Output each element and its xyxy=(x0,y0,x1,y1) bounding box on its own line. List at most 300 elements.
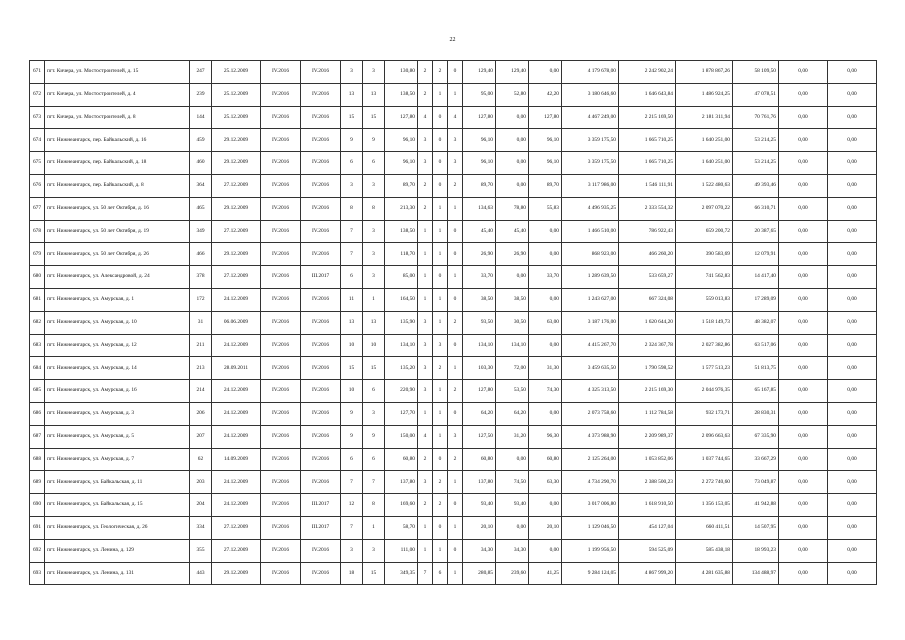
cell-area-resettled: 60,80 xyxy=(463,448,496,471)
cell-record-number: 62 xyxy=(190,448,212,471)
cell-record-number: 144 xyxy=(190,106,212,129)
cell-total-cost: 1 243 627,00 xyxy=(562,288,619,311)
cell-row-number: 671 xyxy=(30,61,45,84)
cell-row-number: 685 xyxy=(30,380,45,403)
cell-residents-total: 10 xyxy=(341,380,363,403)
cell-area-municipal: 0,00 xyxy=(529,61,562,84)
cell-date: 27.12.2009 xyxy=(212,516,261,539)
cell-local-cost: 20 387,65 xyxy=(733,220,779,243)
table-row xyxy=(30,61,877,84)
cell-local-cost: 134 488,97 xyxy=(733,562,779,585)
cell-extra-cost-1: 0,00 xyxy=(779,562,828,585)
cell-area-resettled: 96,10 xyxy=(463,152,496,175)
cell-row-number: 673 xyxy=(30,106,45,129)
cell-apartments-municipal: 2 xyxy=(448,174,463,197)
cell-end-quarter: IV.2016 xyxy=(301,471,341,494)
cell-regional-cost: 2 272 740,60 xyxy=(676,471,733,494)
cell-area-resettled: 33,70 xyxy=(463,266,496,289)
cell-extra-cost-2: 0,00 xyxy=(828,61,877,84)
cell-extra-cost-1: 0,00 xyxy=(779,83,828,106)
cell-regional-cost: 1 356 153,05 xyxy=(676,494,733,517)
cell-area-resettled: 127,50 xyxy=(463,425,496,448)
cell-apartments-owned: 0 xyxy=(433,152,448,175)
cell-fund-cost: 2 215 169,50 xyxy=(619,106,676,129)
cell-start-quarter: IV.2016 xyxy=(261,402,301,425)
cell-regional-cost: 1 518 149,73 xyxy=(676,311,733,334)
cell-total-area: 138,50 xyxy=(385,83,418,106)
cell-extra-cost-1: 0,00 xyxy=(779,174,828,197)
cell-start-quarter: IV.2016 xyxy=(261,357,301,380)
table-row xyxy=(30,562,877,585)
cell-end-quarter: IV.2016 xyxy=(301,220,341,243)
cell-row-number: 686 xyxy=(30,402,45,425)
cell-area-owned: 0,00 xyxy=(496,174,529,197)
cell-record-number: 204 xyxy=(190,494,212,517)
cell-fund-cost: 4 867 999,20 xyxy=(619,562,676,585)
cell-fund-cost: 786 922,43 xyxy=(619,220,676,243)
cell-fund-cost: 1 053 852,06 xyxy=(619,448,676,471)
cell-regional-cost: 2 181 311,94 xyxy=(676,106,733,129)
cell-total-cost: 3 187 176,00 xyxy=(562,311,619,334)
cell-extra-cost-2: 0,00 xyxy=(828,311,877,334)
cell-apartments-municipal: 0 xyxy=(448,494,463,517)
cell-residents-resettled: 7 xyxy=(363,471,385,494)
cell-fund-cost: 594 525,09 xyxy=(619,539,676,562)
cell-residents-total: 3 xyxy=(341,539,363,562)
cell-apartments-total: 3 xyxy=(418,380,433,403)
cell-end-quarter: IV.2016 xyxy=(301,380,341,403)
cell-start-quarter: IV.2016 xyxy=(261,288,301,311)
cell-date: 14.09.2009 xyxy=(212,448,261,471)
cell-total-area: 150,00 xyxy=(385,425,418,448)
cell-address: пгт. Кичера, ул. Мостостроителей, д. 8 xyxy=(45,106,190,129)
table-row xyxy=(30,220,877,243)
cell-apartments-total: 1 xyxy=(418,243,433,266)
cell-end-quarter: IV.2016 xyxy=(301,83,341,106)
cell-fund-cost: 1 620 644,20 xyxy=(619,311,676,334)
cell-record-number: 459 xyxy=(190,129,212,152)
cell-apartments-total: 3 xyxy=(418,129,433,152)
cell-record-number: 378 xyxy=(190,266,212,289)
cell-residents-total: 3 xyxy=(341,174,363,197)
cell-residents-resettled: 6 xyxy=(363,448,385,471)
cell-residents-total: 6 xyxy=(341,152,363,175)
cell-row-number: 675 xyxy=(30,152,45,175)
cell-apartments-total: 3 xyxy=(418,471,433,494)
cell-area-municipal: 60,80 xyxy=(529,448,562,471)
cell-fund-cost: 1 112 784,58 xyxy=(619,402,676,425)
cell-record-number: 31 xyxy=(190,311,212,334)
cell-date: 25.12.2009 xyxy=(212,61,261,84)
cell-apartments-municipal: 0 xyxy=(448,220,463,243)
cell-area-resettled: 134,10 xyxy=(463,334,496,357)
cell-end-quarter: IV.2016 xyxy=(301,402,341,425)
cell-area-resettled: 280,85 xyxy=(463,562,496,585)
cell-total-area: 169,60 xyxy=(385,494,418,517)
cell-area-owned: 93,40 xyxy=(496,494,529,517)
cell-row-number: 677 xyxy=(30,197,45,220)
cell-address: пгт. Нижнеангарск, ул. Байкальская, д. 15 xyxy=(45,494,190,517)
cell-date: 29.12.2009 xyxy=(212,197,261,220)
cell-residents-resettled: 9 xyxy=(363,425,385,448)
cell-apartments-total: 3 xyxy=(418,311,433,334)
cell-total-area: 127,70 xyxy=(385,402,418,425)
cell-fund-cost: 2 388 500,23 xyxy=(619,471,676,494)
cell-residents-total: 7 xyxy=(341,516,363,539)
cell-residents-total: 9 xyxy=(341,425,363,448)
cell-apartments-total: 3 xyxy=(418,152,433,175)
cell-total-cost: 4 467 249,00 xyxy=(562,106,619,129)
cell-residents-resettled: 6 xyxy=(363,152,385,175)
cell-local-cost: 73 049,87 xyxy=(733,471,779,494)
cell-row-number: 690 xyxy=(30,494,45,517)
cell-extra-cost-1: 0,00 xyxy=(779,425,828,448)
cell-record-number: 213 xyxy=(190,357,212,380)
cell-residents-resettled: 3 xyxy=(363,539,385,562)
cell-total-area: 60,80 xyxy=(385,448,418,471)
cell-area-municipal: 96,10 xyxy=(529,129,562,152)
table-row xyxy=(30,266,877,289)
table-row xyxy=(30,425,877,448)
cell-fund-cost: 1 790 598,52 xyxy=(619,357,676,380)
cell-address: пгт. Нижнеангарск, ул. Байкальская, д. 11 xyxy=(45,471,190,494)
cell-area-owned: 30,50 xyxy=(496,311,529,334)
cell-area-owned: 34,30 xyxy=(496,539,529,562)
cell-area-owned: 72,00 xyxy=(496,357,529,380)
cell-area-municipal: 33,70 xyxy=(529,266,562,289)
cell-regional-cost: 1 486 924,25 xyxy=(676,83,733,106)
cell-extra-cost-1: 0,00 xyxy=(779,61,828,84)
cell-area-resettled: 95,00 xyxy=(463,83,496,106)
cell-area-owned: 239,60 xyxy=(496,562,529,585)
cell-area-resettled: 34,30 xyxy=(463,539,496,562)
cell-residents-resettled: 13 xyxy=(363,311,385,334)
cell-end-quarter: IV.2016 xyxy=(301,357,341,380)
cell-residents-total: 6 xyxy=(341,448,363,471)
cell-area-owned: 45,40 xyxy=(496,220,529,243)
cell-end-quarter: IV.2016 xyxy=(301,129,341,152)
cell-record-number: 214 xyxy=(190,380,212,403)
cell-end-quarter: III.2017 xyxy=(301,516,341,539)
cell-fund-cost: 2 333 554,32 xyxy=(619,197,676,220)
cell-row-number: 679 xyxy=(30,243,45,266)
cell-area-resettled: 64,20 xyxy=(463,402,496,425)
cell-start-quarter: IV.2016 xyxy=(261,425,301,448)
cell-local-cost: 49 393,46 xyxy=(733,174,779,197)
cell-total-area: 89,70 xyxy=(385,174,418,197)
cell-apartments-total: 2 xyxy=(418,61,433,84)
cell-date: 29.12.2009 xyxy=(212,562,261,585)
cell-total-cost: 3 117 986,00 xyxy=(562,174,619,197)
cell-fund-cost: 2 324 367,78 xyxy=(619,334,676,357)
cell-record-number: 465 xyxy=(190,197,212,220)
cell-apartments-owned: 2 xyxy=(433,61,448,84)
cell-extra-cost-1: 0,00 xyxy=(779,129,828,152)
cell-row-number: 689 xyxy=(30,471,45,494)
cell-local-cost: 14 507,95 xyxy=(733,516,779,539)
cell-local-cost: 28 830,31 xyxy=(733,402,779,425)
cell-regional-cost: 1 522 480,63 xyxy=(676,174,733,197)
cell-total-cost: 4 373 988,90 xyxy=(562,425,619,448)
cell-fund-cost: 454 127,04 xyxy=(619,516,676,539)
cell-apartments-total: 1 xyxy=(418,266,433,289)
cell-apartments-total: 1 xyxy=(418,516,433,539)
cell-extra-cost-2: 0,00 xyxy=(828,243,877,266)
cell-residents-resettled: 10 xyxy=(363,334,385,357)
cell-extra-cost-2: 0,00 xyxy=(828,83,877,106)
cell-area-owned: 0,00 xyxy=(496,106,529,129)
cell-address: пгт. Кичера, ул. Мостостроителей, д. 4 xyxy=(45,83,190,106)
cell-area-owned: 0,00 xyxy=(496,266,529,289)
cell-fund-cost: 1 546 111,91 xyxy=(619,174,676,197)
cell-area-resettled: 45,40 xyxy=(463,220,496,243)
cell-end-quarter: IV.2016 xyxy=(301,311,341,334)
cell-address: пгт. Нижнеангарск, ул. Ленина, д. 131 xyxy=(45,562,190,585)
cell-end-quarter: IV.2016 xyxy=(301,174,341,197)
cell-apartments-owned: 3 xyxy=(433,334,448,357)
cell-apartments-total: 1 xyxy=(418,220,433,243)
cell-apartments-total: 2 xyxy=(418,494,433,517)
cell-extra-cost-1: 0,00 xyxy=(779,380,828,403)
cell-extra-cost-2: 0,00 xyxy=(828,494,877,517)
cell-apartments-owned: 1 xyxy=(433,243,448,266)
cell-row-number: 684 xyxy=(30,357,45,380)
cell-local-cost: 33 667,29 xyxy=(733,448,779,471)
cell-apartments-total: 1 xyxy=(418,539,433,562)
cell-regional-cost: 1 640 251,00 xyxy=(676,152,733,175)
cell-area-resettled: 20,10 xyxy=(463,516,496,539)
cell-apartments-municipal: 3 xyxy=(448,152,463,175)
cell-address: пгт. Нижнеангарск, ул. Амурская, д. 16 xyxy=(45,380,190,403)
cell-date: 27.12.2009 xyxy=(212,220,261,243)
cell-area-municipal: 0,00 xyxy=(529,334,562,357)
cell-fund-cost: 533 659,27 xyxy=(619,266,676,289)
cell-apartments-municipal: 1 xyxy=(448,83,463,106)
cell-start-quarter: IV.2016 xyxy=(261,243,301,266)
cell-area-resettled: 137,80 xyxy=(463,471,496,494)
cell-extra-cost-1: 0,00 xyxy=(779,243,828,266)
cell-residents-resettled: 15 xyxy=(363,357,385,380)
cell-date: 06.06.2009 xyxy=(212,311,261,334)
cell-date: 24.12.2009 xyxy=(212,494,261,517)
cell-end-quarter: III.2017 xyxy=(301,494,341,517)
cell-fund-cost: 2 215 169,30 xyxy=(619,380,676,403)
cell-apartments-municipal: 2 xyxy=(448,311,463,334)
cell-start-quarter: IV.2016 xyxy=(261,562,301,585)
cell-residents-total: 12 xyxy=(341,494,363,517)
cell-fund-cost: 2 209 989,37 xyxy=(619,425,676,448)
cell-area-municipal: 31,30 xyxy=(529,357,562,380)
cell-row-number: 672 xyxy=(30,83,45,106)
cell-end-quarter: IV.2016 xyxy=(301,562,341,585)
cell-residents-resettled: 3 xyxy=(363,174,385,197)
cell-regional-cost: 1 640 251,00 xyxy=(676,129,733,152)
cell-end-quarter: IV.2016 xyxy=(301,425,341,448)
cell-total-area: 96,10 xyxy=(385,129,418,152)
cell-total-area: 213,30 xyxy=(385,197,418,220)
cell-date: 27.12.2009 xyxy=(212,539,261,562)
cell-record-number: 203 xyxy=(190,471,212,494)
cell-total-cost: 3 180 646,60 xyxy=(562,83,619,106)
cell-area-resettled: 127,80 xyxy=(463,106,496,129)
cell-record-number: 443 xyxy=(190,562,212,585)
cell-residents-total: 15 xyxy=(341,357,363,380)
cell-end-quarter: IV.2016 xyxy=(301,243,341,266)
cell-start-quarter: IV.2016 xyxy=(261,471,301,494)
cell-apartments-owned: 1 xyxy=(433,83,448,106)
cell-area-resettled: 127,80 xyxy=(463,380,496,403)
cell-area-owned: 0,00 xyxy=(496,516,529,539)
cell-local-cost: 18 993,23 xyxy=(733,539,779,562)
cell-area-municipal: 0,00 xyxy=(529,288,562,311)
cell-address: пгт. Нижнеангарск, ул. 50 лет Октября, д. 16 xyxy=(45,197,190,220)
cell-start-quarter: IV.2016 xyxy=(261,334,301,357)
cell-apartments-owned: 0 xyxy=(433,448,448,471)
cell-total-cost: 1 199 956,50 xyxy=(562,539,619,562)
cell-area-municipal: 0,00 xyxy=(529,220,562,243)
page-number: 22 xyxy=(449,37,456,43)
cell-total-cost: 3 359 175,50 xyxy=(562,152,619,175)
cell-regional-cost: 390 583,69 xyxy=(676,243,733,266)
cell-record-number: 334 xyxy=(190,516,212,539)
cell-row-number: 683 xyxy=(30,334,45,357)
cell-date: 24.12.2009 xyxy=(212,288,261,311)
cell-residents-resettled: 15 xyxy=(363,562,385,585)
cell-extra-cost-2: 0,00 xyxy=(828,266,877,289)
cell-total-area: 164,50 xyxy=(385,288,418,311)
cell-area-resettled: 93,50 xyxy=(463,311,496,334)
cell-apartments-owned: 1 xyxy=(433,380,448,403)
cell-total-cost: 4 415 267,70 xyxy=(562,334,619,357)
cell-total-area: 130,80 xyxy=(385,61,418,84)
cell-residents-total: 9 xyxy=(341,129,363,152)
cell-extra-cost-1: 0,00 xyxy=(779,494,828,517)
cell-end-quarter: IV.2016 xyxy=(301,152,341,175)
cell-date: 25.12.2009 xyxy=(212,106,261,129)
cell-apartments-municipal: 0 xyxy=(448,61,463,84)
cell-residents-total: 7 xyxy=(341,471,363,494)
cell-extra-cost-1: 0,00 xyxy=(779,266,828,289)
cell-fund-cost: 1 646 643,84 xyxy=(619,83,676,106)
cell-end-quarter: III.2017 xyxy=(301,266,341,289)
housing-register-table xyxy=(29,60,877,585)
cell-address: пгт. Кичера, ул. Мостостроителей, д. 15 xyxy=(45,61,190,84)
cell-residents-total: 13 xyxy=(341,311,363,334)
cell-total-area: 134,10 xyxy=(385,334,418,357)
cell-apartments-total: 1 xyxy=(418,402,433,425)
cell-row-number: 680 xyxy=(30,266,45,289)
cell-regional-cost: 660 411,51 xyxy=(676,516,733,539)
cell-area-municipal: 74,30 xyxy=(529,380,562,403)
cell-residents-total: 8 xyxy=(341,197,363,220)
cell-address: пгт. Нижнеангарск, ул. Амурская, д. 14 xyxy=(45,357,190,380)
cell-record-number: 207 xyxy=(190,425,212,448)
cell-record-number: 460 xyxy=(190,152,212,175)
cell-total-area: 58,70 xyxy=(385,516,418,539)
cell-total-area: 137,80 xyxy=(385,471,418,494)
cell-apartments-municipal: 1 xyxy=(448,562,463,585)
cell-regional-cost: 2 044 976,35 xyxy=(676,380,733,403)
cell-apartments-municipal: 3 xyxy=(448,425,463,448)
cell-residents-resettled: 3 xyxy=(363,243,385,266)
cell-extra-cost-2: 0,00 xyxy=(828,402,877,425)
cell-date: 25.12.2009 xyxy=(212,83,261,106)
cell-apartments-owned: 1 xyxy=(433,425,448,448)
cell-extra-cost-1: 0,00 xyxy=(779,357,828,380)
cell-extra-cost-1: 0,00 xyxy=(779,539,828,562)
cell-local-cost: 48 382,07 xyxy=(733,311,779,334)
cell-row-number: 681 xyxy=(30,288,45,311)
table-row xyxy=(30,334,877,357)
cell-total-cost: 1 466 510,00 xyxy=(562,220,619,243)
cell-residents-resettled: 1 xyxy=(363,516,385,539)
cell-end-quarter: IV.2016 xyxy=(301,334,341,357)
cell-total-area: 135,90 xyxy=(385,311,418,334)
cell-address: пгт. Нижнеангарск, ул. Амурская, д. 3 xyxy=(45,402,190,425)
table-row xyxy=(30,311,877,334)
cell-record-number: 349 xyxy=(190,220,212,243)
cell-record-number: 172 xyxy=(190,288,212,311)
cell-apartments-owned: 1 xyxy=(433,539,448,562)
cell-local-cost: 70 761,76 xyxy=(733,106,779,129)
cell-record-number: 247 xyxy=(190,61,212,84)
cell-apartments-total: 2 xyxy=(418,174,433,197)
cell-regional-cost: 1 878 867,26 xyxy=(676,61,733,84)
cell-regional-cost: 585 438,18 xyxy=(676,539,733,562)
cell-area-owned: 53,50 xyxy=(496,380,529,403)
cell-extra-cost-1: 0,00 xyxy=(779,334,828,357)
cell-area-municipal: 0,00 xyxy=(529,402,562,425)
cell-regional-cost: 932 173,71 xyxy=(676,402,733,425)
cell-extra-cost-1: 0,00 xyxy=(779,197,828,220)
table-row xyxy=(30,243,877,266)
cell-apartments-municipal: 0 xyxy=(448,243,463,266)
table-row xyxy=(30,539,877,562)
cell-residents-total: 18 xyxy=(341,562,363,585)
cell-residents-resettled: 3 xyxy=(363,61,385,84)
cell-row-number: 687 xyxy=(30,425,45,448)
cell-apartments-owned: 0 xyxy=(433,106,448,129)
cell-regional-cost: 659 200,72 xyxy=(676,220,733,243)
cell-apartments-owned: 0 xyxy=(433,129,448,152)
cell-date: 24.12.2009 xyxy=(212,334,261,357)
cell-address: пгт. Нижнеангарск, ул. 50 лет Октября, д. 26 xyxy=(45,243,190,266)
cell-apartments-owned: 1 xyxy=(433,220,448,243)
cell-apartments-municipal: 1 xyxy=(448,266,463,289)
cell-apartments-total: 4 xyxy=(418,425,433,448)
cell-extra-cost-2: 0,00 xyxy=(828,174,877,197)
cell-extra-cost-1: 0,00 xyxy=(779,516,828,539)
cell-start-quarter: IV.2016 xyxy=(261,174,301,197)
cell-start-quarter: IV.2016 xyxy=(261,129,301,152)
cell-address: пгт. Нижнеангарск, ул. Амурская, д. 1 xyxy=(45,288,190,311)
cell-date: 29.12.2009 xyxy=(212,152,261,175)
cell-date: 28.09.2011 xyxy=(212,357,261,380)
cell-extra-cost-2: 0,00 xyxy=(828,562,877,585)
cell-apartments-municipal: 0 xyxy=(448,288,463,311)
cell-area-municipal: 0,00 xyxy=(529,494,562,517)
cell-local-cost: 17 289,09 xyxy=(733,288,779,311)
cell-apartments-owned: 6 xyxy=(433,562,448,585)
cell-total-cost: 4 179 678,00 xyxy=(562,61,619,84)
cell-extra-cost-1: 0,00 xyxy=(779,471,828,494)
cell-extra-cost-2: 0,00 xyxy=(828,471,877,494)
cell-address: пгт. Нижнеангарск, ул. Амурская, д. 10 xyxy=(45,311,190,334)
cell-residents-total: 7 xyxy=(341,220,363,243)
cell-area-owned: 64,20 xyxy=(496,402,529,425)
cell-extra-cost-1: 0,00 xyxy=(779,220,828,243)
cell-apartments-owned: 2 xyxy=(433,471,448,494)
